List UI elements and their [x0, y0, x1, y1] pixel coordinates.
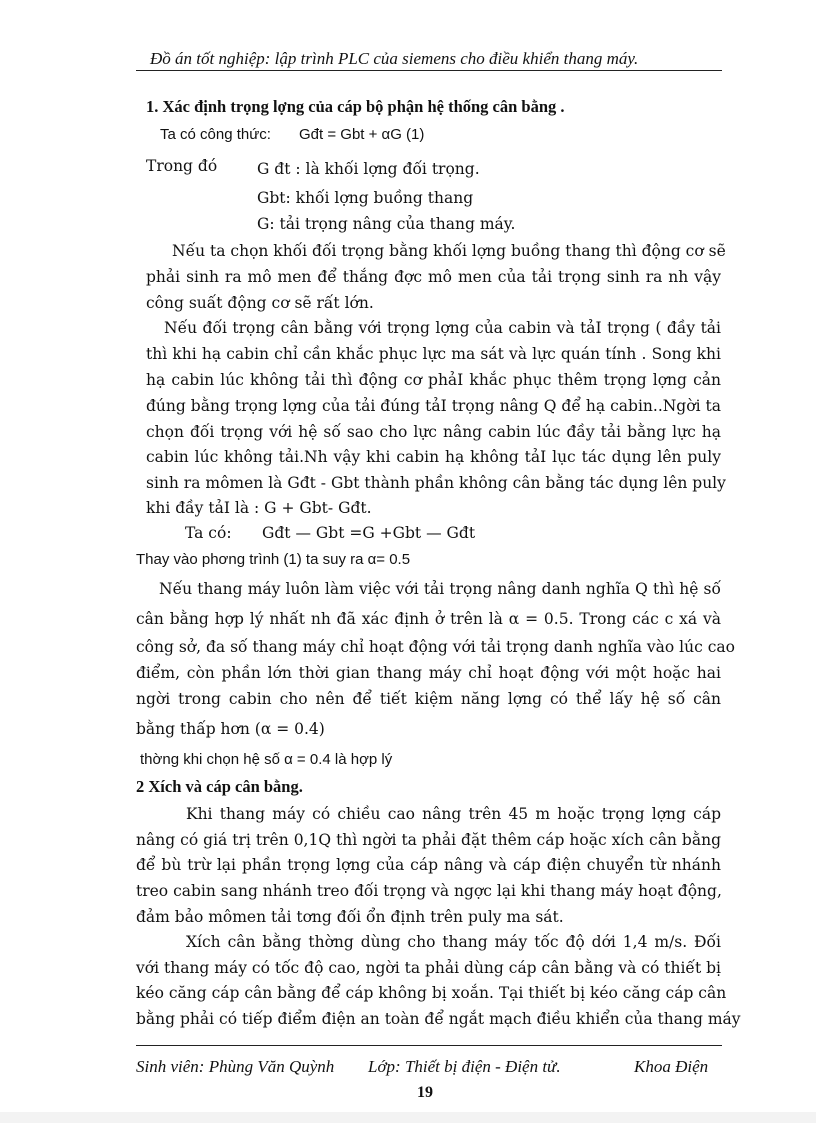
- page-number: 19: [417, 1084, 433, 1101]
- paragraph-5-line-4: bằng phải có tiếp điểm điện an toàn để ngắt mạch điều khiển của thang máy: [136, 1010, 741, 1028]
- footer-faculty: Khoa Điện: [634, 1057, 709, 1076]
- ta-co-label: Ta có:: [185, 524, 232, 542]
- paragraph-5-line-2: với thang máy có tốc độ cao, ngời ta phải dùng cáp cân bằng và có thiết bị: [136, 959, 721, 977]
- paragraph-1-line-1: Nếu ta chọn khối đối trọng bằng khối lợng buồng thang thì động cơ sẽ: [172, 242, 726, 260]
- definition-gdt: G đt : là khối lợng đối trọng.: [257, 160, 480, 178]
- paragraph-4-line-4: treo cabin sang nhánh treo đối trọng và ngợc lại khi thang máy hoạt động,: [136, 882, 722, 900]
- paragraph-4-line-5: đảm bảo mômen tải tơng đối ổn định trên puly ma sát.: [136, 908, 564, 926]
- paragraph-2-line-3: hạ cabin lúc không tải thì động cơ phảI khắc phục thêm trọng lợng cản: [146, 371, 721, 389]
- trong-do-label: Trong đó: [146, 157, 218, 175]
- paragraph-2-line-6: cabin lúc không tải.Nh vậy khi cabin hạ không tảI lục tác dụng lên puly: [146, 448, 721, 466]
- paragraph-3-line-6: bằng thấp hơn (α = 0.4): [136, 720, 325, 738]
- paragraph-3-line-3: công sở, đa số thang máy chỉ hoạt động với tải trọng danh nghĩa vào lúc cao: [136, 638, 735, 656]
- page-bottom-edge: [0, 1112, 816, 1123]
- thuong-line: thờng khi chọn hệ số α = 0.4 là hợp lý: [140, 751, 393, 768]
- header-rule: [136, 70, 722, 71]
- definition-g: G: tải trọng nâng của thang máy.: [257, 215, 516, 233]
- footer-student: Sinh viên: Phùng Văn Quỳnh: [136, 1057, 335, 1076]
- thay-vao-line: Thay vào phơng trình (1) ta suy ra α= 0.5: [136, 551, 411, 568]
- paragraph-5-line-3: kéo căng cáp cân bằng để cáp không bị xoắn. Tại thiết bị kéo căng cáp cân: [136, 984, 727, 1002]
- formula-1: Gđt = Gbt + αG (1): [299, 126, 425, 143]
- definition-gbt: Gbt: khối lợng buồng thang: [257, 189, 474, 207]
- ta-co-formula: Gđt — Gbt =G +Gbt — Gđt: [262, 524, 476, 542]
- paragraph-1-line-2: phải sinh ra mô men để thắng đợc mô men của tải trọng sinh ra nh vậy: [146, 268, 721, 286]
- paragraph-4-line-2: nâng có giá trị trên 0,1Q thì ngời ta phải đặt thêm cáp hoặc xích cân bằng: [136, 831, 721, 849]
- paragraph-2-line-5: chọn đối trọng với hệ số sao cho lực nâng cabin lúc đầy tải bằng lực hạ: [146, 423, 721, 441]
- formula-intro: Ta có công thức:: [160, 126, 271, 143]
- paragraph-3-line-2: cân bằng hợp lý nhất nh đã xác định ở trên là α = 0.5. Trong các c xá và: [136, 610, 721, 628]
- paragraph-3-line-4: điểm, còn phần lớn thời gian thang máy chỉ hoạt động với một hoặc hai: [136, 664, 721, 682]
- paragraph-4-line-3: để bù trừ lại phần trọng lợng của cáp nâng và cáp điện chuyển từ nhánh: [136, 856, 721, 874]
- footer-rule: [136, 1045, 722, 1046]
- paragraph-2-line-8: khi đầy tảI là : G + Gbt- Gđt.: [146, 499, 372, 517]
- section-heading-1: 1. Xác định trọng lợng của cáp bộ phận hệ thống cân bằng .: [146, 97, 565, 116]
- paragraph-3-line-1: Nếu thang máy luôn làm việc với tải trọng nâng danh nghĩa Q thì hệ số: [159, 580, 721, 598]
- paragraph-2-line-2: thì khi hạ cabin chỉ cần khắc phục lực ma sát và lực quán tính . Song khi: [146, 345, 721, 363]
- paragraph-4-line-1: Khi thang máy có chiều cao nâng trên 45 m hoặc trọng lợng cáp: [186, 805, 721, 823]
- paragraph-2-line-7: sinh ra mômen là Gđt - Gbt thành phần không cân bằng tác dụng lên puly: [146, 474, 726, 492]
- paragraph-2-line-4: đúng bằng trọng lợng của tải đúng tảI trọng nâng Q để hạ cabin..Ngời ta: [146, 397, 721, 415]
- paragraph-5-line-1: Xích cân bằng thờng dùng cho thang máy tốc độ dới 1,4 m/s. Đối: [186, 933, 721, 951]
- footer-class: Lớp: Thiết bị điện - Điện tử.: [368, 1057, 561, 1076]
- paragraph-2-line-1: Nếu đối trọng cân bằng với trọng lợng của cabin và tảI trọng ( đầy tải: [164, 319, 721, 337]
- paragraph-1-line-3: công suất động cơ sẽ rất lớn.: [146, 294, 374, 312]
- running-header: Đồ án tốt nghiệp: lập trình PLC của siemens cho điều khiển thang máy.: [150, 49, 639, 68]
- section-heading-2: 2 Xích và cáp cân bằng.: [136, 777, 303, 796]
- paragraph-3-line-5: ngời trong cabin cho nên để tiết kiệm năng lợng có thể lấy hệ số cân: [136, 690, 721, 708]
